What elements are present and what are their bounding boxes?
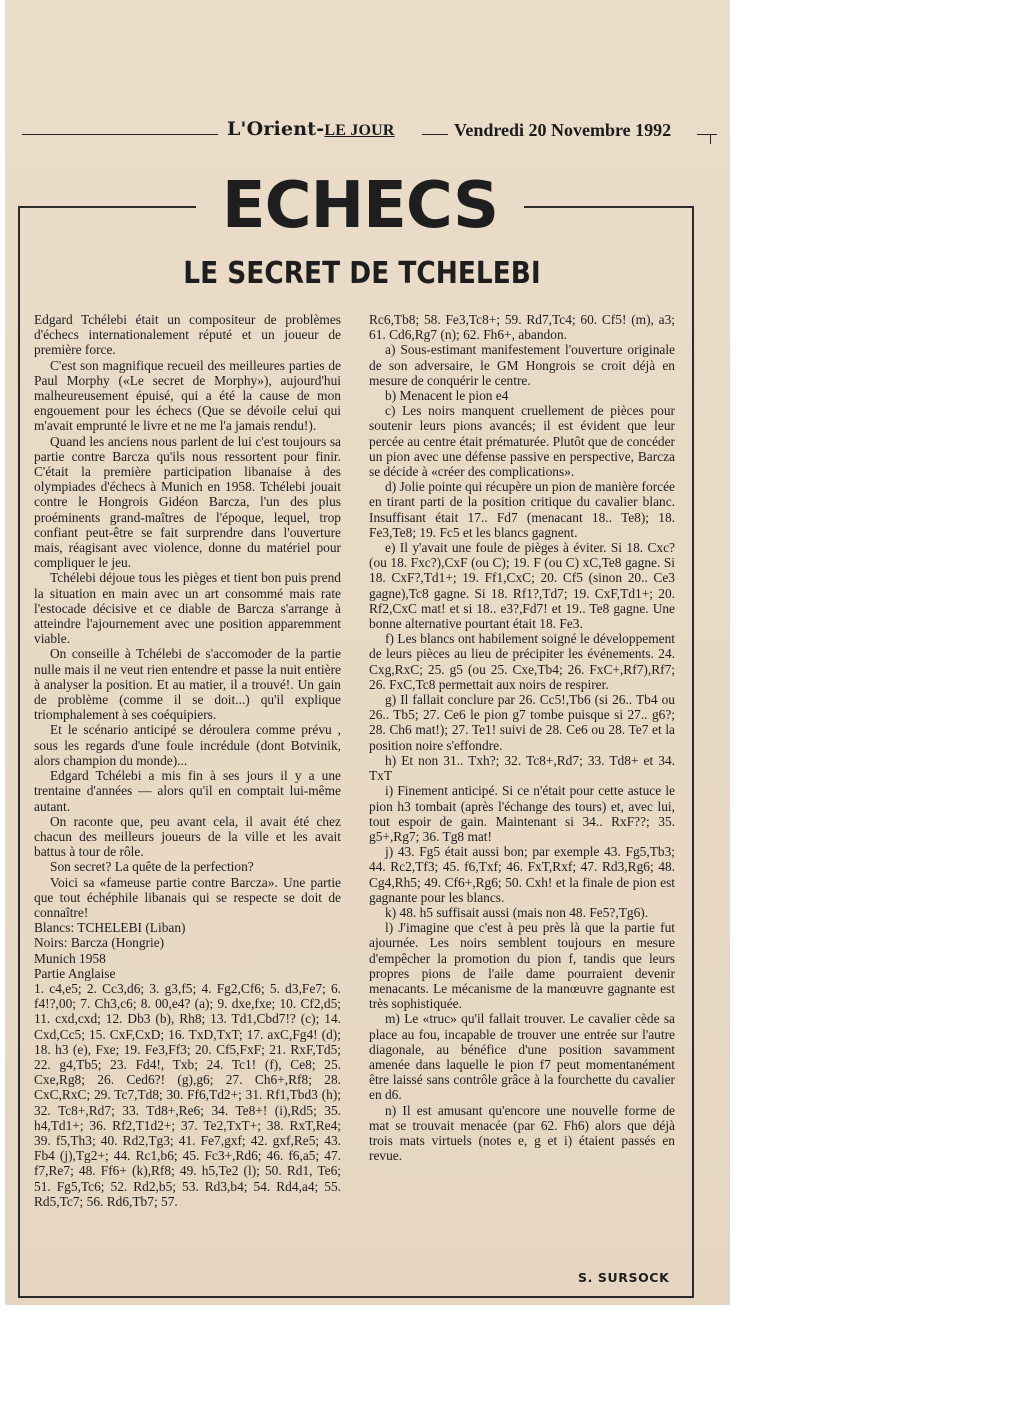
game-info-line: Partie Anglaise [34,965,116,981]
masthead [22,118,694,148]
masthead-rule-mid [422,134,448,135]
paragraph: Edgard Tchélebi a mis fin à ses jours il y a une trentaine d'années — alors qu'il en comptait lui-même autant. [34,768,341,814]
paragraph: Son secret? La quête de la perfection? [50,859,254,875]
masthead-rule-left [22,134,218,135]
game-info-line: Blancs: TCHELEBI (Liban) [34,920,186,936]
issue-date: Vendredi 20 Novembre 1992 [454,120,672,140]
annotation-note: e) Il y'avait une foule de pièges à éviter. Si 18. Cxc? (ou 18. Fxc?),CxF (ou C); 19. F (ou C) xC,Te8 gagne. Si 18. CxF?,Td1+; 19. Ff1,CxC; 20. Cf5 (sinon 20.. Ce3 gagne),Tc8 gagne. Si 18. Rf1?,Td7; 19. CxF,Td1+; 20. Rf2,CxC mat! et si 18.. e3?,Fd7! et 19.. Te8 gagne. Une bonne alternative pourtant était 18. Fe3. [369,540,675,632]
section-headline: ECHECS [221,169,499,243]
annotation-note: n) Il est amusant qu'encore une nouvelle forme de mat se trouvait menacée (par 62. Fh6) alors que déjà trois mats virtuels (notes e, g et i) étaient passés en revue. [369,1102,675,1164]
left-column [34,312,341,1209]
annotation-note: j) 43. Fg5 était aussi bon; par exemple 43. Fg5,Tb3; 44. Rc2,Tf3; 45. f6,Txf; 46. FxT,Rxf; 47. Rd3,Rg6; 48. Cg4,Rh5; 49. Cf6+,Rg6; 50. Cxh! et la finale de pion est gagnante pour les blancs. [369,844,675,905]
newspaper-logo: L'Orient-LE JOUR [227,118,395,140]
game-info-line: Munich 1958 [34,950,106,966]
annotation-note: h) Et non 31.. Txh?; 32. Tc8+,Rd7; 33. Td8+ et 34. TxT [369,752,675,784]
annotation-note: k) 48. h5 suffisait aussi (mais non 48. Fe5?,Tg6). [385,904,649,920]
right-column [369,312,675,1163]
paragraph: Tchélebi déjoue tous les pièges et tient bon puis prend la situation en main avec un art consommé mais rate l'estocade décisive et ce diable de Barcza s'arrange à atteindre l'ajournement avec une position apparemment viable. [34,570,341,647]
annotation-note: l) J'imagine que c'est à peu près là que la partie fut ajournée. Les noirs semblent toujours en mesure d'empêcher la promotion du pion f, tandis que leurs propres pions de l'aile dame pourraient devenir menacants. Le mécanisme de la manœuvre gagnante est très sophistiquée. [369,920,675,1012]
annotation-note: c) Les noirs manquent cruellement de pièces pour soutenir leurs pions avancés; il est évident que leur percée au centre était prématurée. Plutôt que de concéder un pion avec une défense passive en perspective, Barcza se décide à «créer des complications». [369,403,675,480]
game-moves-continued: Rc6,Tb8; 58. Fe3,Tc8+; 59. Rd7,Tc4; 60. Cf5! (m), a3; 61. Cd6,Rg7 (n); 62. Fh6+, abandon. [369,312,675,343]
paragraph: Et le scénario anticipé se déroulera comme prévu , sous les regards d'une foule incrédule (dont Botvinik, alors champion du monde)... [34,722,341,768]
paragraph: On conseille à Tchélebi de s'accomoder de la partie nulle mais il ne veut rien entendre et passe la nuit entière à analyser la position. Et au matier, il a trouvé!. Un gain de problème (comme il se doit...) qu'il explique triomphalement à ses coéquipiers. [34,646,341,723]
annotation-note: d) Jolie pointe qui récupère un pion de manière forcée en tirant parti de la position critique du cavalier blanc. Insuffisant était 17.. Fd7 (menacant 18.. Te8); 18. Fe3,Te8; 19. Fc5 et les blancs gagnent. [369,479,675,540]
annotation-note: g) Il fallait conclure par 26. Cc5!,Tb6 (si 26.. Tb4 ou 26.. Tb5; 27. Ce6 le pion g7 tombe puisque si 27.. g6?; 28. Ch6 mat!); 27. Te1! suivi de 28. Ce6 ou 28. Te7 et la position noire s'effondre. [369,692,675,753]
annotation-note: i) Finement anticipé. Si ce n'était pour cette astuce le pion h3 tombait (après l'échange des tours) et, avec lui, tout espoir de gain. Maintenant si 34.. RxF??; 35. g5+,Rg7; 36. Tg8 mat! [369,783,675,844]
game-info-line: Noirs: Barcza (Hongrie) [34,935,165,951]
paragraph: Quand les anciens nous parlent de lui c'est toujours sa partie contre Barcza qu'ils nous ressortent pour finir. C'était la première participation libanaise à des olympiades d'échecs à Munich en 1958. Tchélebi jouait contre le Hongrois Gidéon Barcza, l'un des plus proéminents grand-maîtres de l'époque, lequel, trop confiant peut-être se fait surprendre dans l'ouverture mais, réagisant avec violence, donne du matériel pour compliquer le jeu. [34,433,341,571]
game-moves: 1. c4,e5; 2. Cc3,d6; 3. g3,f5; 4. Fg2,Cf6; 5. d3,Fe7; 6. f4!?,00; 7. Ch3,c6; 8. 00,e4? (a); 9. dxe,fxe; 10. Cf2,d5; 11. cxd,cxd; 12. Db3 (b), Rh8; 13. Td1,Cbd7!? (c); 14. Cxd,Cc5; 15. CxF,CxD; 16. TxD,TxT; 17. axC,Fg4! (d); 18. h3 (e), Fxe; 19. Fe3,Ff3; 20. Cf5,FxF; 21. RxF,Td5; 22. g4,Tb5; 23. Fd4!, Txb; 24. Tc1! (f), Ce8; 25. Cxe,Rg8; 26. Ced6?! (g),g6; 27. Ch6+,Rf8; 28. CxC,RxC; 29. Tc7,Td8; 30. Ff6,Td2+; 31. Rf1,Tbd3 (h); 32. Tc8+,Rd7; 33. Td8+,Re6; 34. Te8+! (i),Rd5; 35. h4,Td1+; 36. Rf2,T1d2+; 37. Te2,TxT+; 38. RxT,Re4; 39. f5,Th3; 40. Rd2,Tg3; 41. Fe7,gxf; 42. gxf,Re5; 43. Fb4 (j),Tg2+; 44. Rc1,b6; 45. Fc3+,Rd6; 46. f6,a5; 47. f7,Re7; 48. Ff6+ (k),Rf8; 49. h5,Te2 (l); 50. Rd1, Te6; 51. Fg5,Tc6; 52. Rd2,b5; 53. Rd3,b4; 54. Rd4,a4; 55. Rd5,Tc7; 56. Rd6,Tb7; 57. [34,980,341,1209]
annotation-note: b) Menacent le pion e4 [385,388,509,404]
masthead-rule-right [697,134,717,135]
author-signature: S. SURSOCK [578,1270,670,1285]
paragraph: Edgard Tchélebi était un compositeur de problèmes d'échecs internationalement réputé et un joueur de première force. [34,312,341,358]
paragraph: On raconte que, peu avant cela, il avait été chez chacun des meilleurs joueurs de la ville et les avait battus à tour de rôle. [34,813,341,860]
annotation-note: a) Sous-estimant manifestement l'ouverture originale de son adversaire, le GM Hongrois se croit déjà en mesure de conquérir le centre. [369,342,675,388]
annotation-note: f) Les blancs ont habilement soigné le développement de leurs pièces au lieu de précipiter les événements. 24. Cxg,RxC; 25. g5 (ou 25. Cxe,Tb4; 26. FxC+,Rf7),Rf7; 26. FxC,Tc8 permettait aux noirs de respirer. [369,631,675,692]
paragraph: Voici sa «fameuse partie contre Barcza». Une partie que tout échéphile libanais qui se respecte se doit de connaître! [34,874,341,920]
article-title: LE SECRET DE TCHELEBI [183,256,541,291]
masthead-tick [710,134,711,144]
paragraph: C'est son magnifique recueil des meilleures parties de Paul Morphy («Le secret de Morphy»), aujourd'hui malheureusement épuisé, qui a été la cause de mon engouement pour les échecs (Que se dévoile celui qui m'avait emprunté le livre et ne me l'a jamais rendu!). [34,357,341,434]
annotation-note: m) Le «truc» qu'il fallait trouver. Le cavalier cède sa place au fou, incapable de trouver une entrée sur l'autre diagonale, au bénéfice d'une position savamment amenée dans laquelle le pion f7 peut momentanément être laissé sans contrôle grâce à la fourchette du cavalier en d6. [369,1011,675,1103]
